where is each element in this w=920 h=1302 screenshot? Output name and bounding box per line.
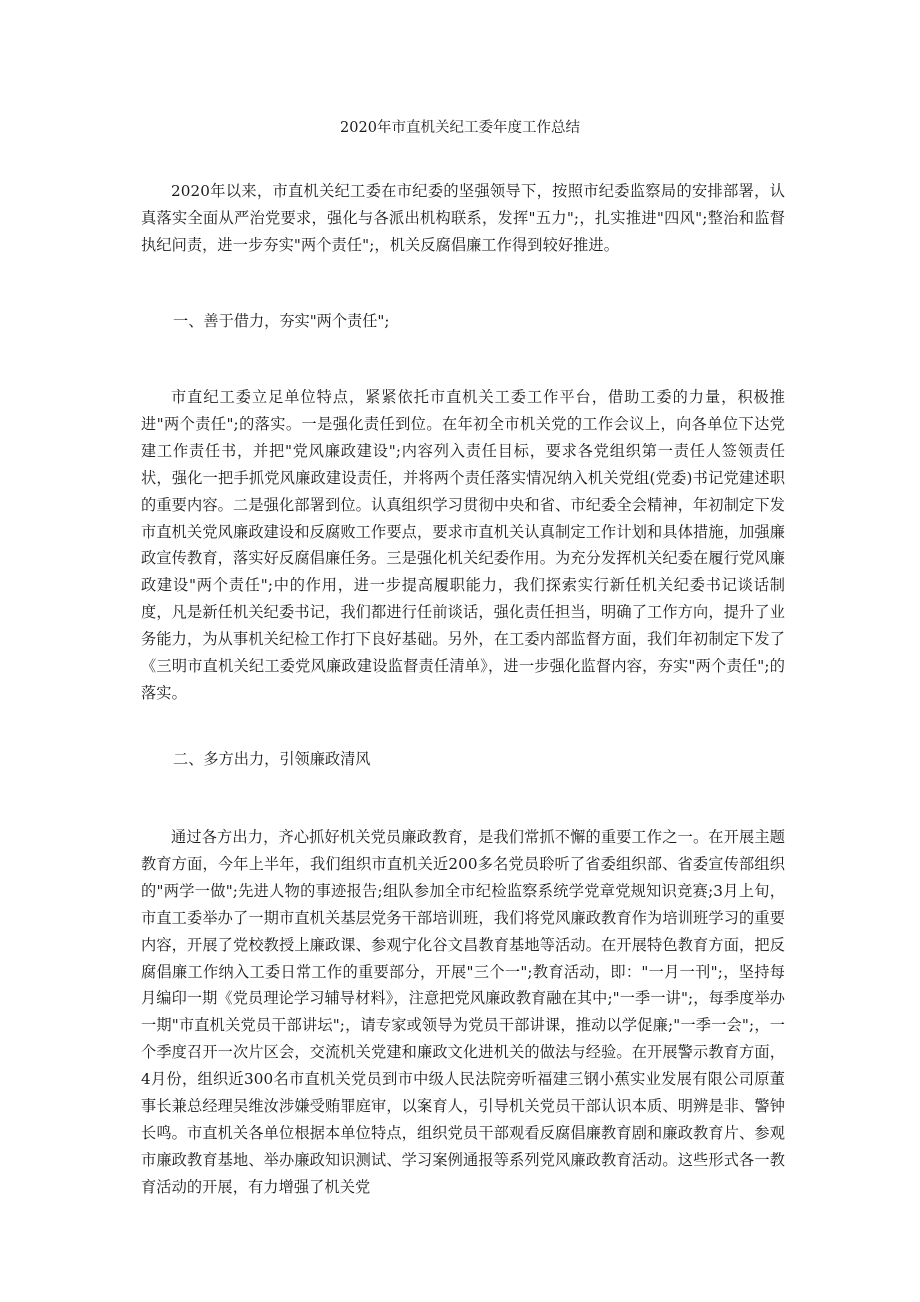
section-heading-1: 一、善于借力，夯实"两个责任"; [173, 312, 390, 330]
section-heading-2: 二、多方出力，引领廉政清风 [173, 750, 371, 768]
section-body-1: 市直纪工委立足单位特点，紧紧依托市直机关工委工作平台，借助工委的力量，积极推进"两个责任";的落实。一是强化责任到位。在年初全市机关党的工作会议上，向各单位下达党建工作责任书，并把"党风廉政建设";内容列入责任目标，要求各党组织第一责任人签领责任状，强化一把手抓党风廉政建设责任，并将两个责任落实情况纳入机关党组(党委)书记党建述职的重要内容。二是强化部署到位。认真组织学习贯彻中央和省、市纪委全会精神，年初制定下发市直机关党风廉政建设和反腐败工作要点，要求市直机关认真制定工作计划和具体措施，加强廉政宣传教育，落实好反腐倡廉任务。三是强化机关纪委作用。为充分发挥机关纪委在履行党风廉政建设"两个责任";中的作用，进一步提高履职能力，我们探索实行新任机关纪委书记谈话制度，凡是新任机关纪委书记，我们都进行任前谈话，强化责任担当，明确了工作方向，提升了业务能力，为从事机关纪检工作打下良好基础。另外，在工委内部监督方面，我们年初制定下发了《三明市直机关纪工委党风廉政建设监督责任清单》，进一步强化监督内容，夯实"两个责任";的落实。 [141, 388, 785, 702]
intro-paragraph: 2020年以来，市直机关纪工委在市纪委的坚强领导下，按照市纪委监察局的安排部署，认真落实全面从严治党要求，强化与各派出机构联系，发挥"五力";，扎实推进"四风";整治和监督执纪问责，进一步夯实"两个责任";，机关反腐倡廉工作得到较好推进。 [141, 182, 785, 254]
section-body-2: 通过各方出力，齐心抓好机关党员廉政教育，是我们常抓不懈的重要工作之一。在开展主题教育方面，今年上半年，我们组织市直机关近200多名党员聆听了省委组织部、省委宣传部组织的"两学一做";先进人物的事迹报告;组队参加全市纪检监察系统学党章党规知识竞赛;3月上旬，市直工委举办了一期市直机关基层党务干部培训班，我们将党风廉政教育作为培训班学习的重要内容，开展了党校教授上廉政课、参观宁化谷文昌教育基地等活动。在开展特色教育方面，把反腐倡廉工作纳入工委日常工作的重要部分，开展"三个一";教育活动，即："一月一刊";，坚持每月编印一期《党员理论学习辅导材料》，注意把党风廉政教育融在其中;"一季一讲";，每季度举办一期"市直机关党员干部讲坛";，请专家或领导为党员干部讲课，推动以学促廉;"一季一会";，一个季度召开一次片区会，交流机关党建和廉政文化进机关的做法与经验。在开展警示教育方面，4月份，组织近300名市直机关党员到市中级人民法院旁听福建三钢小蕉实业发展有限公司原董事长兼总经理吴维汝涉嫌受贿罪庭审，以案育人，引导机关党员干部认识本质、明辨是非、警钟长鸣。市直机关各单位根据本单位特点，组织党员干部观看反腐倡廉教育剧和廉政教育片、参观市廉政教育基地、举办廉政知识测试、学习案例通报等系列党风廉政教育活动。这些形式各一教育活动的开展，有力增强了机关党 [141, 828, 785, 1196]
document-title: 2020年市直机关纪工委年度工作总结 [340, 120, 580, 136]
